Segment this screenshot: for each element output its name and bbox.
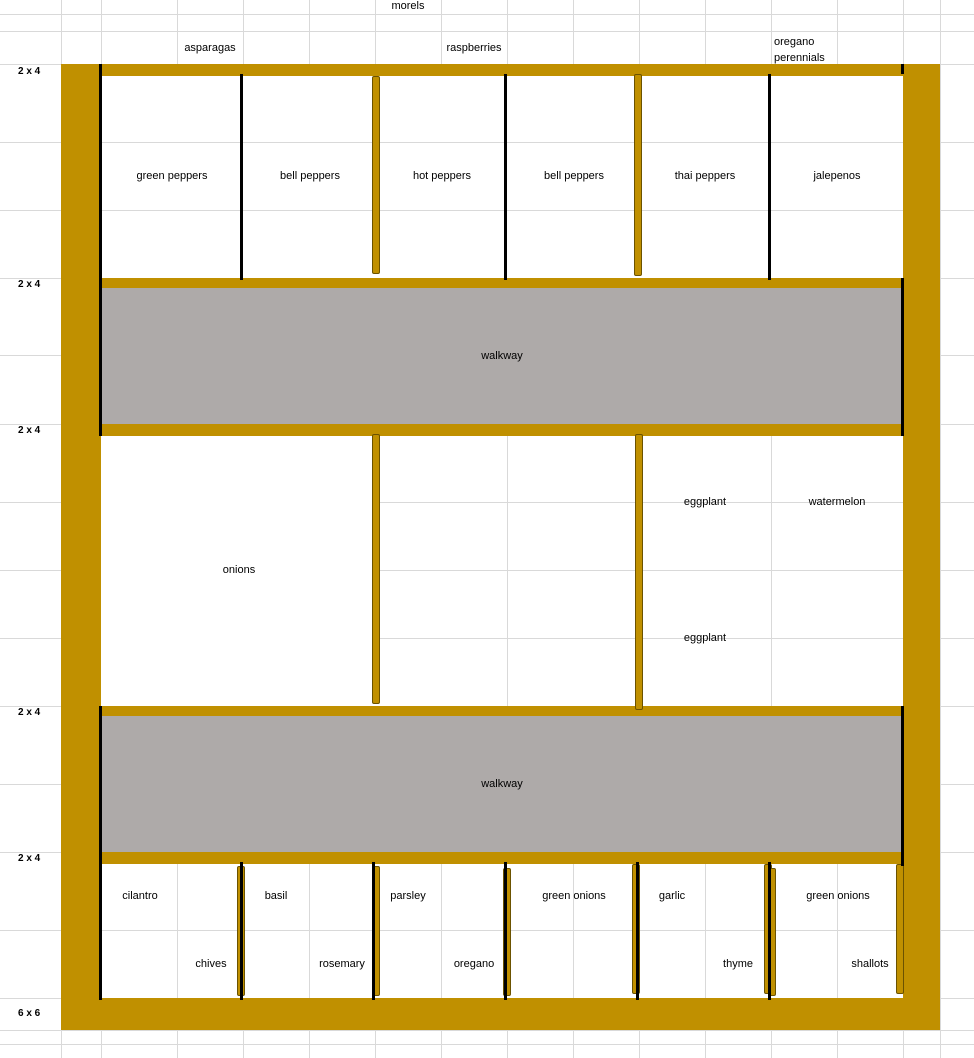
board-line <box>372 862 375 1000</box>
lumber-label: 2 x 4 <box>18 853 41 864</box>
plant-label: rosemary <box>319 958 365 970</box>
divider-post <box>372 76 380 274</box>
divider-post <box>896 864 904 994</box>
plant-label: basil <box>264 890 288 902</box>
board-line <box>504 862 507 1000</box>
lumber-label: 2 x 4 <box>18 707 41 718</box>
board-line <box>901 706 904 866</box>
plant-label: jalepenos <box>813 170 861 182</box>
plant-label: green onions <box>542 890 606 902</box>
label-oregano-perennials-1: oregano <box>774 36 815 48</box>
board-line <box>99 706 102 1000</box>
plant-label: watermelon <box>808 496 866 508</box>
lumber-label: 2 x 4 <box>18 279 41 290</box>
label-raspberries: raspberries <box>446 42 502 54</box>
plant-label: eggplant <box>683 632 727 644</box>
label-asparagas: asparagas <box>184 42 236 54</box>
divider-post <box>634 74 642 276</box>
lumber-label: 2 x 4 <box>18 66 41 77</box>
plant-label: chives <box>195 958 227 970</box>
board-line <box>901 278 904 436</box>
plant-label: green peppers <box>136 170 208 182</box>
plant-label: onions <box>222 564 256 576</box>
board-line <box>240 74 243 280</box>
plant-label: cilantro <box>122 890 158 902</box>
board-line <box>240 862 243 1000</box>
divider-post <box>635 434 643 710</box>
plant-label: green onions <box>806 890 870 902</box>
bed-onions-eggplant <box>101 436 903 706</box>
plant-label: oregano <box>453 958 495 970</box>
plant-label: shallots <box>851 958 889 970</box>
divider-post <box>372 434 380 704</box>
board-line <box>636 862 639 1000</box>
bed-herbs <box>101 864 903 998</box>
lumber-label: 6 x 6 <box>18 1008 41 1019</box>
plant-label: thai peppers <box>674 170 736 182</box>
plant-label: parsley <box>390 890 426 902</box>
board-line <box>901 64 904 74</box>
plant-label: garlic <box>658 890 686 902</box>
label-morels: morels <box>391 0 425 12</box>
plant-label: hot peppers <box>412 170 472 182</box>
label-oregano-perennials-2: perennials <box>774 52 825 64</box>
plant-label: bell peppers <box>544 170 604 182</box>
plant-label: eggplant <box>683 496 727 508</box>
board-line <box>768 862 771 1000</box>
walkway-label: walkway <box>481 350 523 362</box>
bed-peppers <box>101 76 903 278</box>
board-line <box>99 64 102 436</box>
plant-label: bell peppers <box>280 170 340 182</box>
plant-label: thyme <box>723 958 753 970</box>
board-line <box>768 74 771 280</box>
board-line <box>504 74 507 280</box>
lumber-label: 2 x 4 <box>18 425 41 436</box>
walkway-label: walkway <box>481 778 523 790</box>
